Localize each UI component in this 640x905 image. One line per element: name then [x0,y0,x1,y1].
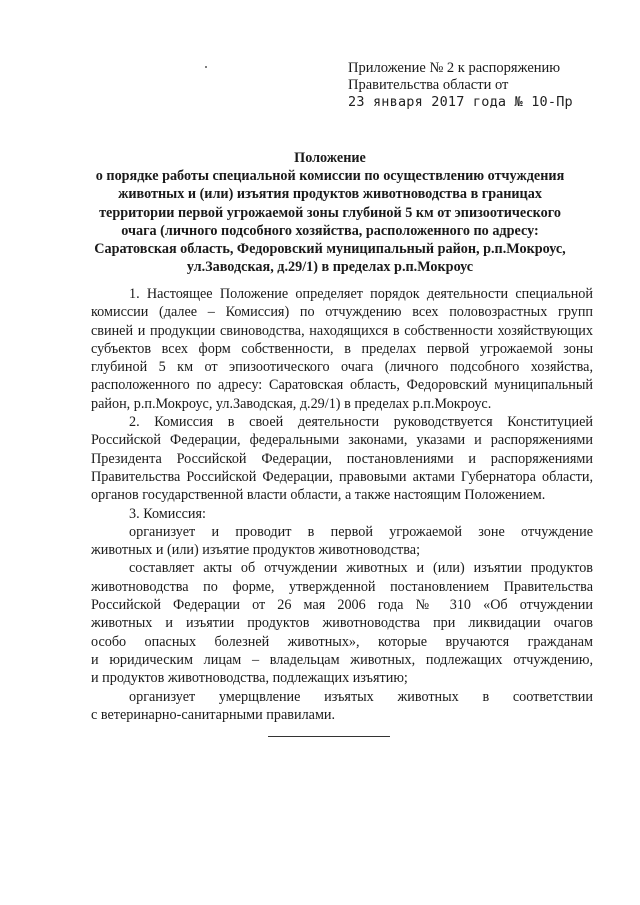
paragraph-1-line: комиссии (далее – Комиссия) по отчуждению всех половозрастных групп [91,304,593,321]
document-body [91,285,593,724]
appendix-line: Приложение № 2 к распоряжению [348,60,561,76]
title-heading: Положение [294,150,366,166]
paragraph-2-line: Президента Российской Федерации, постановлениями и распоряжениями [91,450,593,467]
paragraph-3-heading: 3. Комиссия: [129,505,206,522]
paragraph-1-line: 1. Настоящее Положение определяет порядок деятельности специальной [129,286,593,302]
appendix-date-number: 23 января 2017 года № 10-Пр [348,94,573,110]
paragraph-3-item-line: особо опасных болезней животных», которые вручаются гражданам [91,633,593,650]
paragraph-3-item-line: с ветеринарно-санитарными правилами. [91,706,336,723]
paragraph-2-line: 2. Комиссия в своей деятельности руководствуется Конституцией [129,414,593,431]
title-line: Саратовская область, Федоровский муниципальный район, р.п.Мокроус, [94,241,566,258]
paragraph-1-line: свиней и продукции свиноводства, находящихся в собственности хозяйствующих [91,322,593,339]
paragraph-3-item-line: животных и (или) изъятие продуктов животноводства; [91,542,421,559]
paragraph-3-item-line: и продуктов животноводства, подлежащих изъятию; [91,670,408,687]
paragraph-3-item-line: организует и проводит в первой угрожаемой зоне отчуждение [129,523,593,540]
paragraph-1-line: расположенного по адресу: Саратовская область, Федоровский муниципальный [91,377,593,394]
document-title [70,149,590,276]
title-line: очага (личного подсобного хозяйства, расположенного по адресу: [121,222,539,239]
paragraph-2-line: Российской Федерации, федеральными законами, указами и распоряжениями [91,432,593,449]
appendix-reference [348,60,628,111]
closing-divider [268,736,390,737]
paragraph-3-item-line: составляет акты об отчуждении животных и (или) изъятии продуктов [129,560,593,577]
paragraph-1-line: субъектов всех форм собственности, в пределах первой угрожаемой зоны [91,340,593,357]
appendix-line: Правительства области от [348,77,509,93]
title-line: территории первой угрожаемой зоны глубиной 5 км от эпизоотического [99,204,561,221]
title-line: ул.Заводская, д.29/1) в пределах р.п.Мокроус [186,259,474,276]
paragraph-3-item-line: животных и изъятии продуктов животноводства при ликвидации очагов [91,615,593,632]
paragraph-1-line: район, р.п.Мокроус, ул.Заводская, д.29/1) в пределах р.п.Мокроус. [91,395,492,412]
paragraph-3-item-line: Российской Федерации от 26 мая 2006 года № 310 «Об отчуждении [91,597,593,614]
scan-speck [205,66,207,68]
title-line: животных и (или) изъятия продуктов животноводства в границах [118,186,542,203]
paragraph-3-item-line: организует умерщвление изъятых животных в соответствии [129,688,593,705]
paragraph-1-line: глубиной 5 км от эпизоотического очага (личного подсобного хозяйства, [91,359,593,376]
paragraph-2-line: Правительства Российской Федерации, правовыми актами Губернатора области, [91,468,593,485]
title-line: о порядке работы специальной комиссии по осуществлению отчуждения [95,168,565,185]
paragraph-2-line: органов государственной власти области, а также настоящим Положением. [91,487,546,504]
paragraph-3-item-line: и юридическим лицам – владельцам животных, подлежащих отчуждению, [91,651,593,668]
paragraph-3-item-line: животноводства по форме, утвержденной постановлением Правительства [91,578,593,595]
